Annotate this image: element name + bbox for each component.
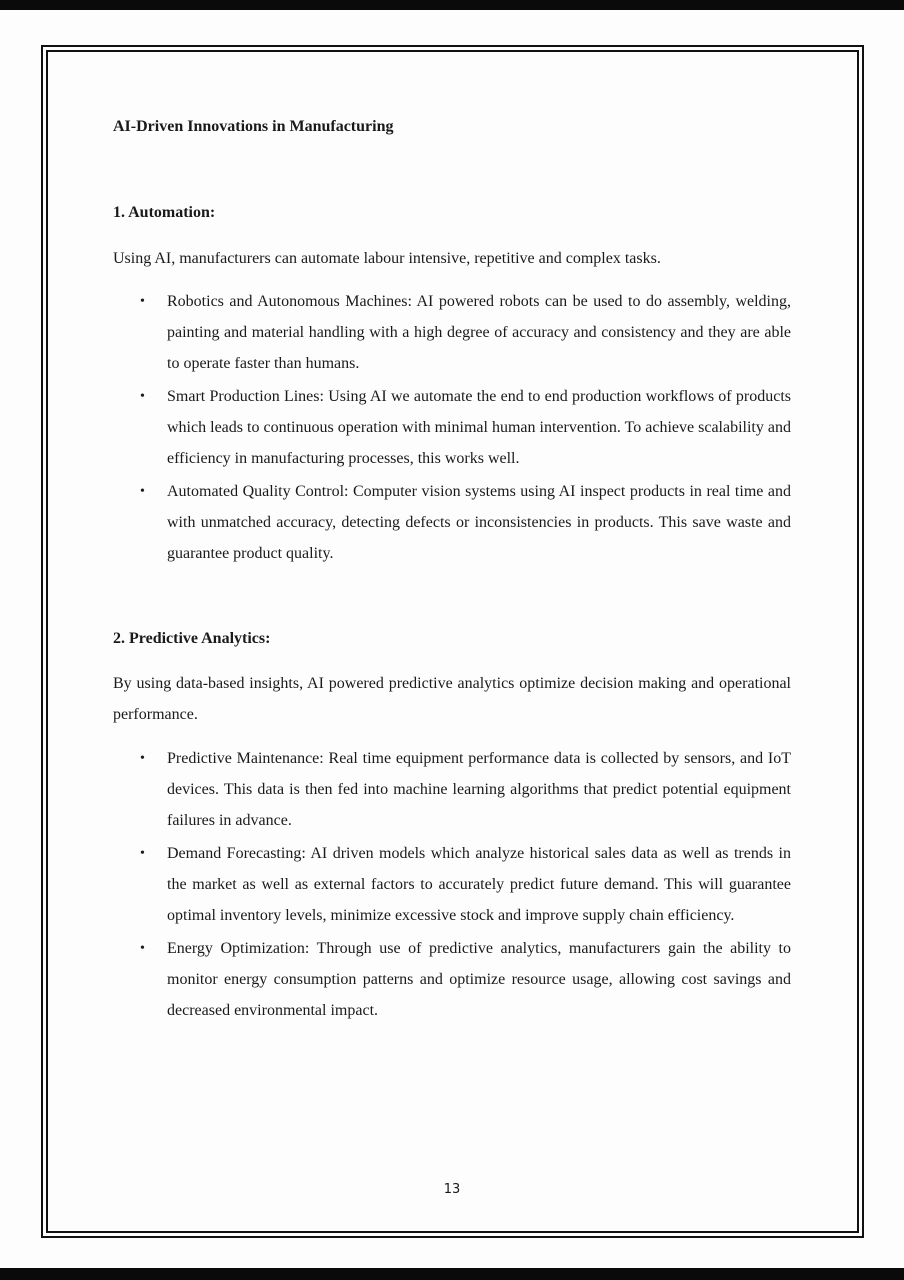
list-item — [113, 743, 791, 836]
photo-edge-top — [0, 0, 904, 10]
section-intro-automation: Using AI, manufacturers can automate labour intensive, repetitive and complex tasks. — [113, 250, 661, 267]
section-heading-predictive-analytics: 2. Predictive Analytics: — [113, 630, 271, 647]
section-intro-predictive-analytics: By using data-based insights, AI powered predictive analytics optimize decision making and operational performance. — [113, 675, 791, 723]
list-item — [113, 933, 791, 1026]
bullet-icon: • — [140, 484, 145, 499]
bullet-icon: • — [140, 941, 145, 956]
bullet-text: Predictive Maintenance: Real time equipment performance data is collected by sensors, and IoT devices. This data is then fed into machine learning algorithms that predict potential equipment failures in advance. — [167, 750, 791, 829]
bullet-list-predictive-analytics — [113, 743, 791, 1028]
bullet-icon: • — [140, 294, 145, 309]
bullet-icon: • — [140, 846, 145, 861]
bullet-text: Automated Quality Control: Computer vision systems using AI inspect products in real time and with unmatched accuracy, detecting defects or inconsistencies in products. This save waste and guarantee product quality. — [167, 483, 791, 562]
document-title: AI-Driven Innovations in Manufacturing — [113, 118, 394, 135]
page-number: 13 — [443, 1182, 461, 1197]
list-item — [113, 476, 791, 569]
bullet-list-automation — [113, 286, 791, 571]
list-item — [113, 286, 791, 379]
list-item — [113, 381, 791, 474]
list-item — [113, 838, 791, 931]
section-heading-automation: 1. Automation: — [113, 204, 216, 221]
photo-edge-bottom — [0, 1268, 904, 1280]
bullet-icon: • — [140, 389, 145, 404]
bullet-icon: • — [140, 751, 145, 766]
bullet-text: Demand Forecasting: AI driven models which analyze historical sales data as well as trends in the market as well as external factors to accurately predict future demand. This will guarantee optimal inventory levels, minimize excessive stock and improve supply chain efficiency. — [167, 845, 791, 924]
bullet-text: Robotics and Autonomous Machines: AI powered robots can be used to do assembly, welding, painting and material handling with a high degree of accuracy and consistency and they are able to operate faster than humans. — [167, 293, 791, 372]
bullet-text: Energy Optimization: Through use of predictive analytics, manufacturers gain the ability to monitor energy consumption patterns and optimize resource usage, allowing cost savings and decreased environmental impact. — [167, 940, 791, 1019]
bullet-text: Smart Production Lines: Using AI we automate the end to end production workflows of products which leads to continuous operation with minimal human intervention. To achieve scalability and efficiency in manufacturing processes, this works well. — [167, 388, 791, 467]
